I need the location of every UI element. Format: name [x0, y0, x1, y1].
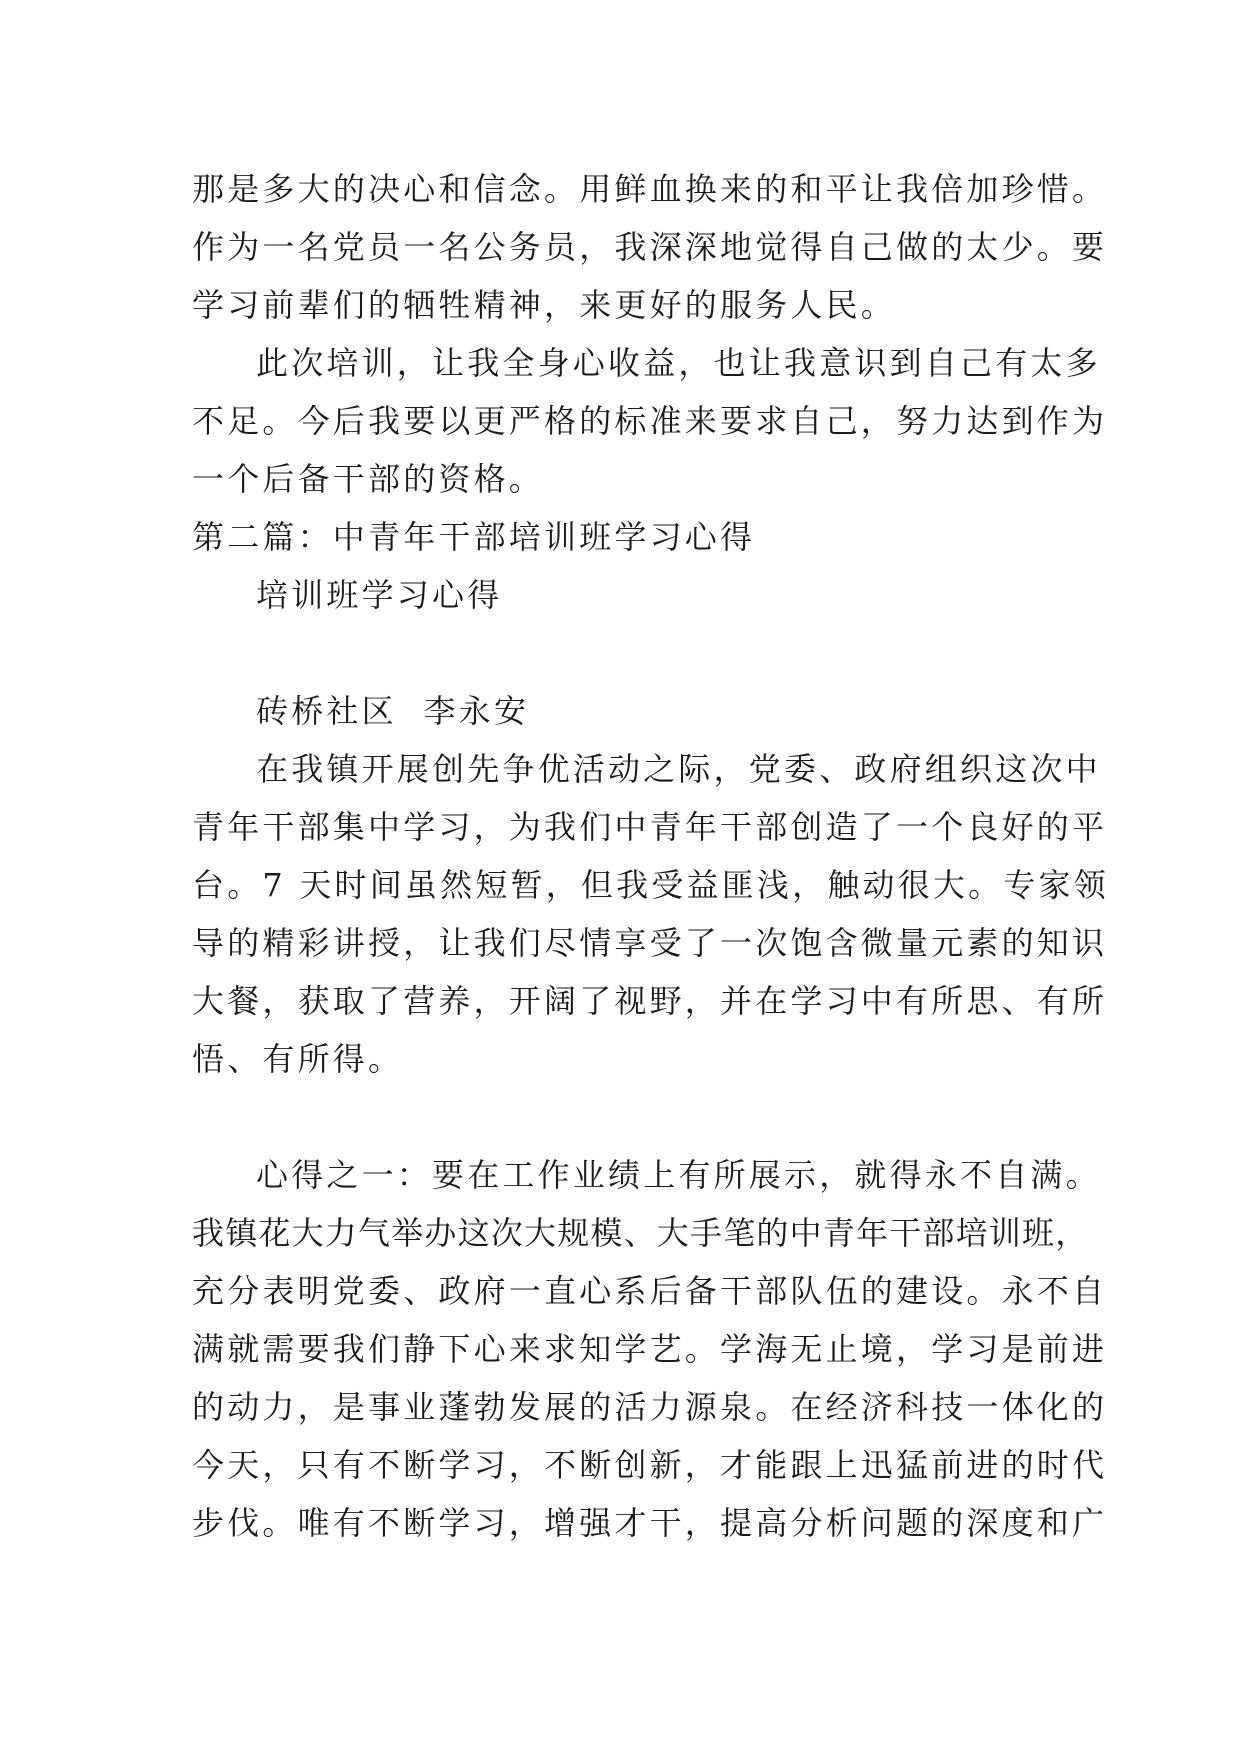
paragraph-3-line-4: 导的精彩讲授，让我们尽情享受了一次饱含微量元素的知识 [192, 924, 1108, 962]
paragraph-1-line-2: 作为一名党员一名公务员，我深深地觉得自己做的太少。要 [192, 228, 1108, 266]
paragraph-3-line-1: 在我镇开展创先争优活动之际，党委、政府组织这次中 [256, 750, 1101, 788]
paragraph-2-line-3: 一个后备干部的资格。 [192, 460, 545, 498]
paragraph-1-line-3: 学习前辈们的牺牲精神，来更好的服务人民。 [192, 286, 897, 324]
paragraph-4-line-1: 心得之一：要在工作业绩上有所展示，就得永不自满。 [256, 1156, 1101, 1194]
paragraph-3-line-3: 台。7 天时间虽然短暂，但我受益匪浅，触动很大。专家领 [192, 866, 1109, 904]
paragraph-3-line-5: 大餐，获取了营养，开阔了视野，并在学习中有所思、有所 [192, 982, 1108, 1020]
section-heading: 第二篇：中青年干部培训班学习心得 [192, 518, 756, 556]
paragraph-4-line-6: 今天，只有不断学习，不断创新，才能跟上迅猛前进的时代 [192, 1446, 1108, 1484]
paragraph-2-line-2: 不足。今后我要以更严格的标准来要求自己，努力达到作为 [192, 402, 1108, 440]
paragraph-3-line-6: 悟、有所得。 [192, 1040, 404, 1078]
paragraph-3-line-2: 青年干部集中学习，为我们中青年干部创造了一个良好的平 [192, 808, 1108, 846]
paragraph-4-line-5: 的动力，是事业蓬勃发展的活力源泉。在经济科技一体化的 [192, 1388, 1108, 1426]
paragraph-4-line-7: 步伐。唯有不断学习，增强才干，提高分析问题的深度和广 [192, 1504, 1108, 1542]
paragraph-4-line-3: 充分表明党委、政府一直心系后备干部队伍的建设。永不自 [192, 1272, 1108, 1310]
paragraph-4-line-4: 满就需要我们静下心来求知学艺。学海无止境，学习是前进 [192, 1330, 1108, 1368]
paragraph-1-line-1: 那是多大的决心和信念。用鲜血换来的和平让我倍加珍惜。 [192, 170, 1108, 208]
subtitle: 培训班学习心得 [256, 576, 503, 614]
paragraph-4-line-2: 我镇花大力气举办这次大规模、大手笔的中青年干部培训班， [192, 1214, 1089, 1252]
author-line: 砖桥社区 李永安 [256, 692, 530, 730]
paragraph-2-line-1: 此次培训，让我全身心收益，也让我意识到自己有太多 [256, 344, 1101, 382]
